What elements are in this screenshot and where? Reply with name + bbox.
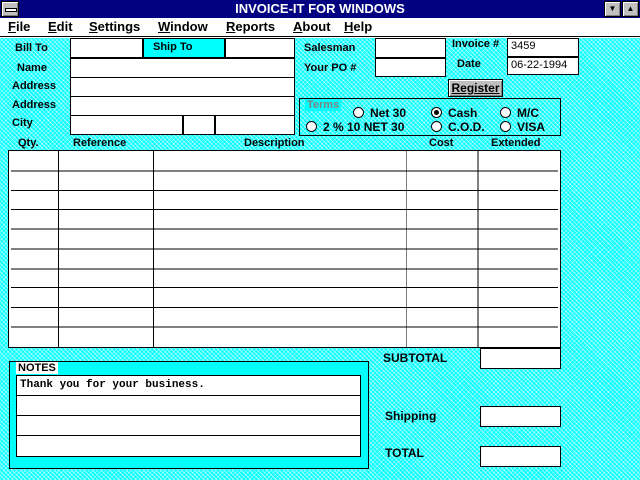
radio-visa[interactable]	[500, 121, 511, 132]
col-description-header: Description	[244, 137, 305, 149]
col-cost-header: Cost	[429, 137, 454, 149]
address-label-2: Address	[12, 99, 57, 111]
menu-edit[interactable]: Edit	[48, 19, 73, 34]
menu-about[interactable]: About	[293, 19, 331, 34]
date-label: Date	[457, 58, 481, 70]
radio-cod[interactable]	[431, 121, 442, 132]
ship-to-label: Ship To	[153, 41, 193, 53]
menu-bar	[0, 18, 640, 37]
salesman-field[interactable]	[375, 38, 446, 58]
zip-field[interactable]	[215, 115, 295, 135]
name-label: Name	[17, 62, 47, 74]
radio-2-10-net-30-label: 2 % 10 NET 30	[323, 120, 405, 134]
address-label-1: Address	[12, 80, 57, 92]
notes-title: NOTES	[18, 362, 56, 374]
col-reference-header: Reference	[73, 137, 127, 149]
notes-line	[16, 435, 361, 436]
ship-to-field[interactable]	[225, 38, 295, 58]
city-field[interactable]	[70, 115, 183, 135]
bill-to-label: Bill To	[15, 42, 48, 54]
menu-help[interactable]: Help	[344, 19, 373, 34]
system-menu-icon[interactable]	[1, 1, 19, 17]
subtotal-label: SUBTOTAL	[383, 351, 448, 365]
name-field[interactable]	[70, 58, 295, 78]
salesman-label: Salesman	[304, 42, 356, 54]
radio-net-30-label: Net 30	[370, 106, 407, 120]
minimize-icon[interactable]: ▼	[604, 1, 621, 17]
maximize-icon[interactable]: ▲	[622, 1, 639, 17]
notes-text: Thank you for your business.	[20, 379, 205, 391]
radio-mc-label: M/C	[517, 106, 539, 120]
notes-line	[16, 415, 361, 416]
menu-reports[interactable]: Reports	[226, 19, 276, 34]
total-field	[480, 446, 561, 467]
notes-line	[16, 395, 361, 396]
line-items-grid[interactable]	[8, 150, 561, 348]
address-field-2[interactable]	[70, 96, 295, 116]
shipping-label: Shipping	[385, 409, 437, 423]
radio-2-10-net-30[interactable]	[306, 121, 317, 132]
window-title: INVOICE-IT FOR WINDOWS	[235, 1, 405, 16]
invoice-number-field[interactable]: 3459	[507, 38, 579, 57]
state-field[interactable]	[183, 115, 215, 135]
menu-settings[interactable]: Settings	[89, 19, 141, 34]
total-label: TOTAL	[385, 446, 424, 460]
register-button[interactable]: Register	[448, 79, 503, 97]
po-label: Your PO #	[304, 62, 357, 74]
shipping-field[interactable]	[480, 406, 561, 427]
radio-cash[interactable]	[431, 107, 442, 118]
terms-label: Terms	[307, 99, 340, 111]
radio-net-30[interactable]	[353, 107, 364, 118]
city-label: City	[12, 117, 33, 129]
radio-visa-label: VISA	[517, 120, 546, 134]
col-extended-header: Extended	[491, 137, 541, 149]
ship-to-box	[143, 38, 225, 58]
radio-mc[interactable]	[500, 107, 511, 118]
subtotal-field	[480, 348, 561, 369]
col-qty-header: Qty.	[18, 137, 39, 149]
date-field[interactable]: 06-22-1994	[507, 57, 579, 75]
radio-cash-label: Cash	[448, 106, 478, 120]
po-field[interactable]	[375, 58, 446, 77]
invoice-number-label: Invoice #	[452, 38, 500, 50]
bill-to-field[interactable]	[70, 38, 143, 58]
radio-cod-label: C.O.D.	[448, 120, 485, 134]
menu-file[interactable]: File	[8, 19, 31, 34]
address-field-1[interactable]	[70, 77, 295, 97]
title-bar	[0, 0, 640, 18]
menu-window[interactable]: Window	[158, 19, 208, 34]
